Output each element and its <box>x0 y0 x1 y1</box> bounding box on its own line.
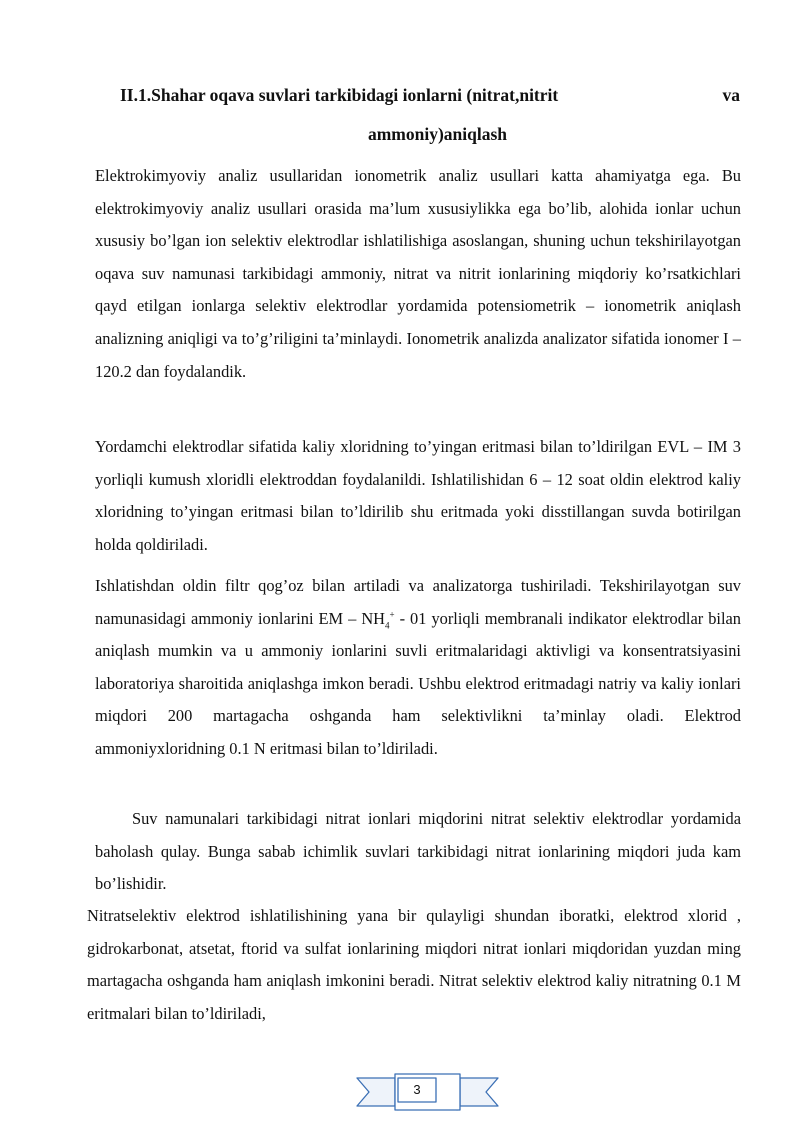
nh4-subscript: 4 <box>385 619 390 630</box>
page-footer-ribbon <box>355 1070 500 1116</box>
nh4-superscript: + <box>389 609 395 620</box>
paragraph-ionometric-analysis: Elektrokimyoviy analiz usullaridan ionometrik analiz usullari katta ahamiyatga ega. Bu elektrokimyoviy analiz usullari orasida ma’lum xususiylikka ega bo’lib, alohida ionlar uchun xususiy bo’lgan ion selektiv elektrodlar ishlatilishiga asoslangan, shuning uchun tekshirilayotgan oqava suv namunasi tarkibidagi ammoniy, nitrat va nitrit ionlarining miqdoriy ko’rsatkichlari qayd etilgan ionlarga selektiv elektrodlar yordamida potensiometrik – ionometrik aniqlash analizning aniqligi va to’g’riligini ta’minlaydi. Ionometrik analizda analizator sifatida ionomer I – 120.2 dan foydalandik. <box>95 166 741 381</box>
heading-text-1-end: va <box>722 85 740 105</box>
page-number: 3 <box>413 1082 421 1097</box>
paragraph-auxiliary-electrodes: Yordamchi elektrodlar sifatida kaliy xloridning to’yingan eritmasi bilan to’ldirilgan EVL – IM 3 yorliqli kumush xloridli elektroddan foydalanildi. Ishlatilishidan 6 – 12 soat oldin elektrod kaliy xloridning to’yingan eritmasi bilan to’ldirilib shu eritmada yoki disstillangan suvda botirilgan holda qoldiriladi. <box>95 437 741 554</box>
heading-line-1 <box>95 76 740 115</box>
paragraph-ammonium-electrode <box>95 570 741 766</box>
paragraph-nitrate-selective-electrode: Nitratselektiv elektrod ishlatilishining yana bir qulayligi shundan iboratki, elektrod xlorid , gidrokarbonat, atsetat, ftorid va sulfat ionlarining miqdori nitrat ionlari miqdoridan yuzdan ming martagacha oshganda ham aniqlash imkonini beradi. Nitrat selektiv elektrod kaliy nitratning 0.1 M eritmalari bilan to’ldiriladi, <box>87 906 741 1023</box>
section-heading <box>95 76 740 154</box>
paragraph-ammonium-text-a: Ishlatishdan oldin filtr qog’oz bilan artiladi va analizatorga tushiriladi. Tekshirilayotgan suv namunasidagi ammoniy ionlarini EM – NH <box>95 576 741 628</box>
paragraph-nitrate-evaluation: Suv namunalari tarkibidagi nitrat ionlari miqdorini nitrat selektiv elektrodlar yordamida baholash qulay. Bunga sabab ichimlik suvlari tarkibidagi nitrat ionlarining miqdori juda kam bo’lishidir. <box>95 809 741 894</box>
heading-text-1: II.1.Shahar oqava suvlari tarkibidagi ionlarni (nitrat,nitrit <box>120 85 559 105</box>
paragraph-ammonium-text-b: - 01 yorliqli membranali indikator elektrodlar bilan aniqlash mumkin va u ammoniy ionlarini suvli eritmalaridagi aktivligi va konsentratsiyasini laboratoriya sharoitida aniqlashga imkon beradi. Ushbu elektrod eritmadagi natriy va kaliy ionlari miqdori 200 martagacha oshganda ham selektivlikni ta’minlay oladi. Elektrod ammoniyxloridning 0.1 N eritmasi bilan to’ldiriladi. <box>95 608 741 758</box>
heading-line-2: ammoniy)aniqlash <box>367 124 508 144</box>
